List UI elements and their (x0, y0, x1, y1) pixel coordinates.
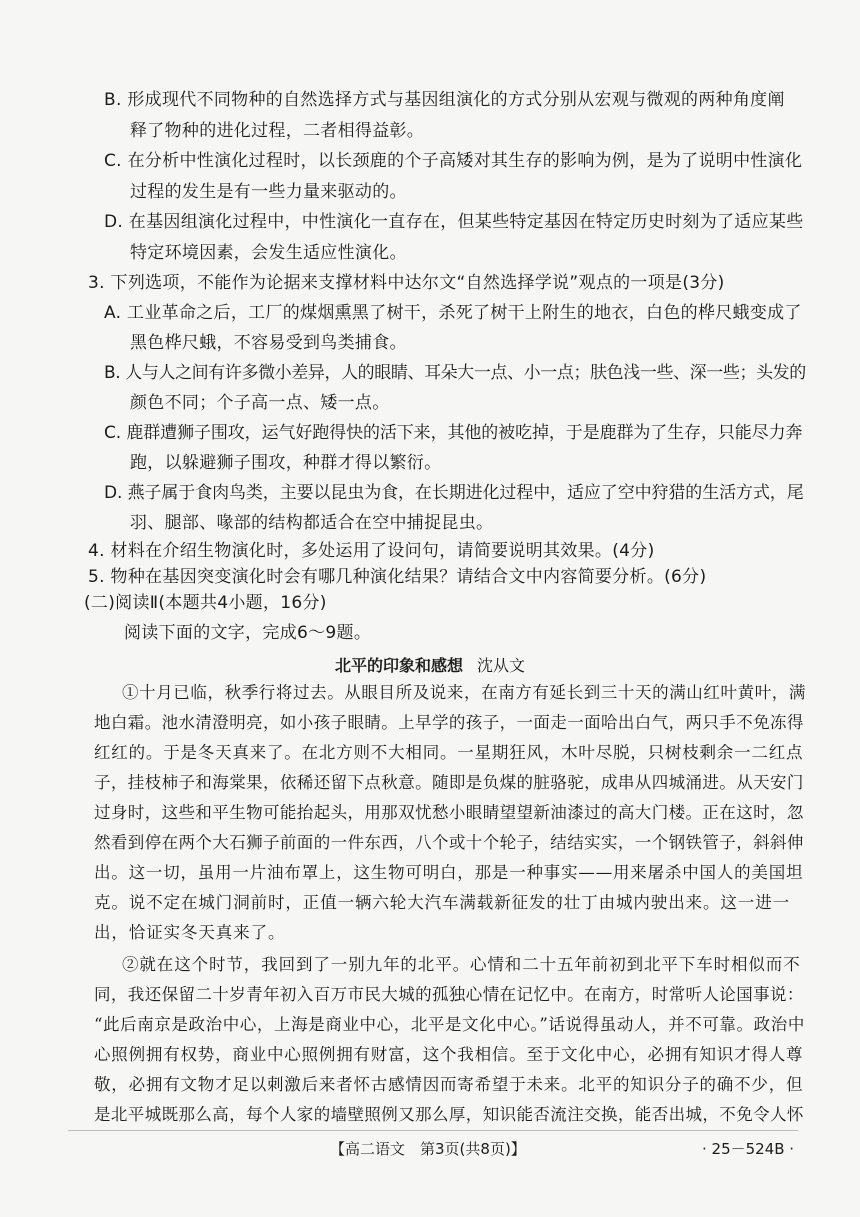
para2-line: 是北平城既那么高，每个人家的墙壁照例又那么厚，知识能否流注交换，能否出城，不免令人怀 (94, 1105, 804, 1124)
q2-option-c-cont: 过程的发生是有一些力量来驱动的。 (130, 182, 407, 202)
footer-code: · 25－524B · (702, 1140, 795, 1158)
para1-line: 出，恰证实冬天真来了。 (94, 923, 286, 942)
q3-option-d-cont: 羽、腿部、喙部的结构都适合在空中捕捉昆虫。 (130, 513, 494, 533)
q2-option-b-cont: 释了物种的进化过程，二者相得益彰。 (130, 121, 425, 141)
q2-option-c: C. 在分析中性演化过程时，以长颈鹿的个子高矮对其生存的影响为例，是为了说明中性演化 (104, 151, 803, 171)
article-title: 北平的印象和感想 (334, 656, 463, 675)
q3-option-c: C. 鹿群遭狮子围攻，运气好跑得快的活下来，其他的被吃掉，于是鹿群为了生存，只能尽力奔 (104, 423, 803, 443)
para1-line: 过身时，这些和平生物可能抬起头，用那双忧愁小眼睛望望新油漆过的高大门楼。正在这时，忽 (94, 803, 804, 822)
para1-line: 然看到停在两个大石狮子前面的一件东西，八个或十个轮子，结结实实，一个钢铁管子，斜斜伸 (94, 833, 804, 852)
footer-page-label: 【高二语文 第3页(共8页)】 (330, 1140, 526, 1158)
para2-line: 心照例拥有权势，商业中心照例拥有财富，这个我相信。至于文化中心，必拥有知识才得人尊 (94, 1045, 804, 1064)
para2-line: 敬，必拥有文物才足以刺激后来者怀古感情因而寄希望于未来。北平的知识分子的确不少，但 (94, 1075, 804, 1094)
footer-divider (68, 1130, 798, 1131)
q5-text: 5. 物种在基因突变演化时会有哪几种演化结果？请结合文中内容简要分析。(6分) (88, 567, 707, 587)
article-title-line (0, 653, 860, 676)
para1-line: 克。说不定在城门洞前时，正值一辆六轮大汽车满载新征发的壮丁由城内驶出来。这一进一 (94, 893, 790, 912)
para1-line: ①十月已临，秋季行将过去。从眼目所及说来，在南方有延长到三十天的满山红叶黄叶，满 (122, 683, 806, 702)
q3-option-d: D. 燕子属于食肉鸟类，主要以昆虫为食，在长期进化过程中，适应了空中狩猎的生活方式，尾 (104, 483, 804, 503)
q3-stem: 3. 下列选项，不能作为论据来支撑材料中达尔文“自然选择学说”观点的一项是(3分) (88, 273, 725, 293)
q2-option-b: B. 形成现代不同物种的自然选择方式与基因组演化的方式分别从宏观与微观的两种角度阐 (104, 90, 785, 110)
q4-text: 4. 材料在介绍生物演化时，多处运用了设问句，请简要说明其效果。(4分) (88, 541, 655, 561)
section-heading: (二)阅读Ⅱ(本题共4小题，16分) (84, 593, 327, 613)
para1-line: 红红的。于是冬天真来了。在北方则不大相同。一星期狂风，木叶尽脱，只树枝剩余一二红点 (94, 743, 804, 762)
q3-option-b: B. 人与人之间有许多微小差异，人的眼睛、耳朵大一点、小一点；肤色浅一些、深一些；头发的 (104, 363, 806, 383)
q2-option-d: D. 在基因组演化过程中，中性演化一直存在，但某些特定基因在特定历史时刻为了适应某些 (104, 212, 804, 232)
para2-line: 同，我还保留二十岁青年初入百万市民大城的孤独心情在记忆中。在南方，时常听人论国事说： (94, 985, 804, 1004)
q3-option-c-cont: 跑，以躲避狮子围攻，种群才得以繁衍。 (130, 453, 442, 473)
para2-line: “此后南京是政治中心，上海是商业中心，北平是文化中心。”话说得虽动人，并不可靠。政治中 (94, 1015, 805, 1034)
para2-line: ②就在这个时节，我回到了一别九年的北平。心情和二十五年前初到北平下车时相似而不 (122, 955, 801, 974)
q3-option-b-cont: 颜色不同；个子高一点、矮一点。 (130, 393, 390, 413)
article-author: 沈从文 (477, 656, 526, 675)
para1-line: 地白霜。池水清澄明亮，如小孩子眼睛。上早学的孩子，一面走一面哈出白气，两只手不免冻得 (94, 713, 804, 732)
q3-option-a-cont: 黑色桦尺蛾，不容易受到鸟类捕食。 (130, 333, 407, 353)
para1-line: 出。这一切，虽用一片油布罩上，这生物可明白，那是一种事实——用来屠杀中国人的美国坦 (94, 863, 804, 882)
reading-instruction: 阅读下面的文字，完成6～9题。 (124, 623, 372, 643)
q2-option-d-cont: 特定环境因素，会发生适应性演化。 (130, 243, 407, 263)
para1-line: 子，挂枝柿子和海棠果，依稀还留下点秋意。随即是负煤的脏骆驼，成串从四城涌进。从天安门 (94, 773, 804, 792)
q3-option-a: A. 工业革命之后，工厂的煤烟熏黑了树干，杀死了树干上附生的地衣，白色的桦尺蛾变成了 (104, 303, 802, 323)
